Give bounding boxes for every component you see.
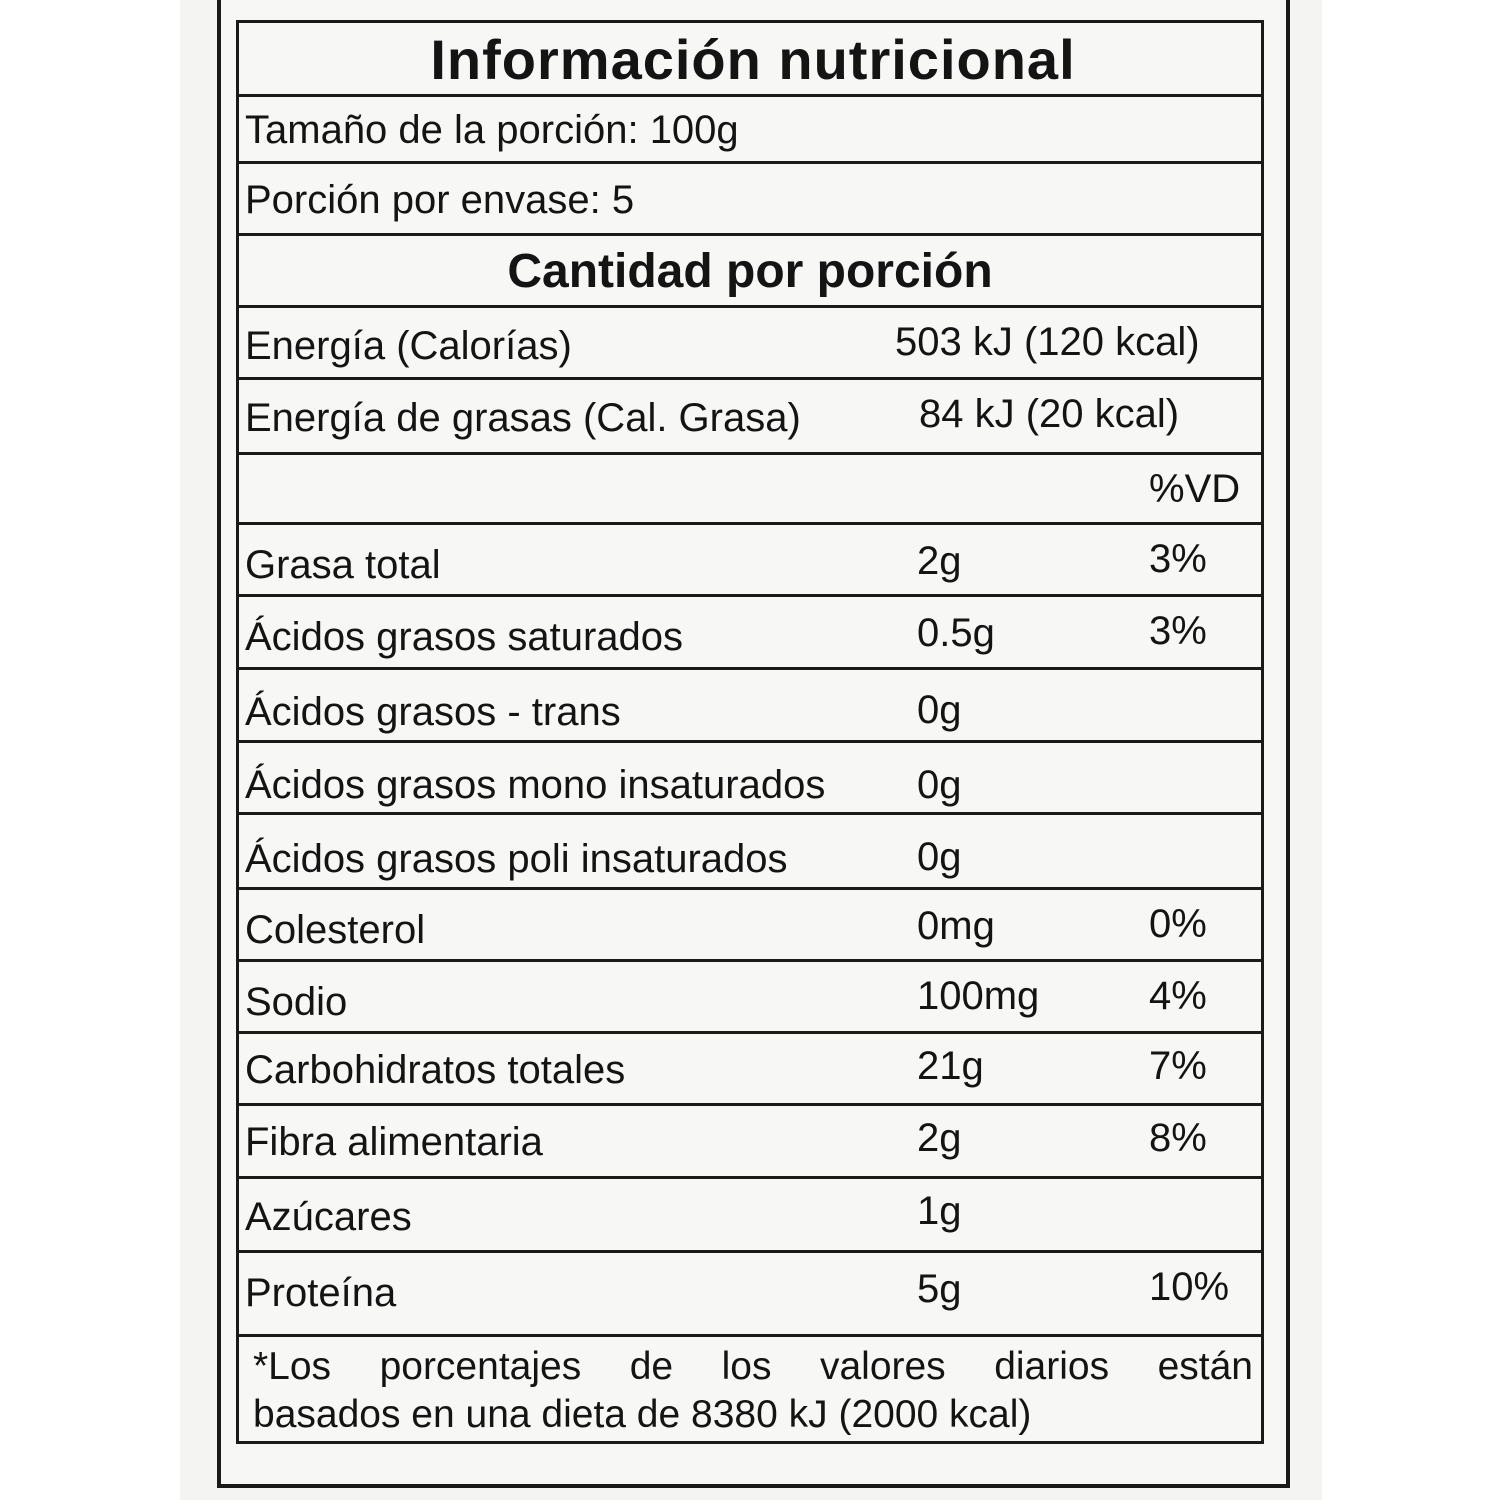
nutrient-dv: 3% (1149, 609, 1207, 653)
nutrient-row (239, 1179, 1261, 1253)
nutrient-row (239, 670, 1261, 743)
nutrient-amount: 2g (917, 1116, 962, 1160)
nutrient-amount: 0.5g (917, 611, 995, 655)
serving-size-row (239, 97, 1261, 164)
fat-energy-value: 84 kJ (20 kcal) (919, 392, 1180, 436)
energy-row (239, 308, 1261, 380)
nutrient-amount: 1g (917, 1189, 962, 1233)
nutrient-row (239, 962, 1261, 1034)
nutrition-facts-table (236, 20, 1264, 1444)
dv-header-row (239, 455, 1261, 525)
nutrient-amount: 5g (917, 1267, 962, 1311)
footnote-line-2: basados en una dieta de 8380 kJ (2000 kcal) (253, 1393, 1032, 1436)
nutrient-name: Ácidos grasos poli insaturados (245, 837, 788, 881)
fat-energy-row (239, 380, 1261, 455)
nutrient-dv: 4% (1149, 974, 1207, 1018)
nutrient-name: Fibra alimentaria (245, 1120, 543, 1164)
nutrient-amount: 0mg (917, 904, 995, 948)
nutrient-dv: 10% (1149, 1265, 1230, 1309)
nutrient-amount: 21g (917, 1044, 984, 1088)
nutrient-dv: 7% (1149, 1044, 1207, 1088)
nutrient-row (239, 815, 1261, 890)
nutrient-name: Sodio (245, 980, 348, 1024)
nutrient-amount: 0g (917, 763, 962, 807)
serving-size: Tamaño de la porción: 100g (245, 108, 739, 152)
nutrient-row (239, 597, 1261, 670)
nutrient-row (239, 1106, 1261, 1179)
label-title: Información nutricional (239, 23, 1261, 97)
nutrient-amount: 0g (917, 688, 962, 732)
nutrient-amount: 0g (917, 835, 962, 879)
nutrient-name: Azúcares (245, 1195, 412, 1239)
nutrient-dv: 8% (1149, 1116, 1207, 1160)
fat-energy-label: Energía de grasas (Cal. Grasa) (245, 396, 801, 440)
nutrient-row (239, 743, 1261, 815)
dv-header: %VD (1149, 467, 1241, 511)
nutrient-row (239, 890, 1261, 962)
nutrient-name: Carbohidratos totales (245, 1048, 626, 1092)
energy-label: Energía (Calorías) (245, 324, 572, 368)
nutrient-dv: 3% (1149, 537, 1207, 581)
nutrient-amount: 100mg (917, 974, 1040, 1018)
nutrient-dv: 0% (1149, 902, 1207, 946)
nutrient-name: Ácidos grasos saturados (245, 615, 684, 659)
energy-value: 503 kJ (120 kcal) (895, 320, 1200, 364)
nutrient-name: Proteína (245, 1271, 397, 1315)
servings-per-container: Porción por envase: 5 (245, 178, 635, 222)
nutrient-name: Colesterol (245, 908, 426, 952)
nutrient-row (239, 1253, 1261, 1337)
servings-per-container-row (239, 164, 1261, 236)
nutrient-name: Grasa total (245, 543, 441, 587)
nutrient-name: Ácidos grasos - trans (245, 690, 621, 734)
nutrient-row (239, 1034, 1261, 1106)
nutrient-amount: 2g (917, 539, 962, 583)
footnote-line-1: *Los porcentajes de los valores diarios están (253, 1345, 1253, 1388)
nutrient-row (239, 525, 1261, 597)
nutrient-name: Ácidos grasos mono insaturados (245, 763, 826, 807)
daily-values-footnote (239, 1337, 1261, 1441)
amount-per-serving-heading: Cantidad por porción (239, 236, 1261, 308)
